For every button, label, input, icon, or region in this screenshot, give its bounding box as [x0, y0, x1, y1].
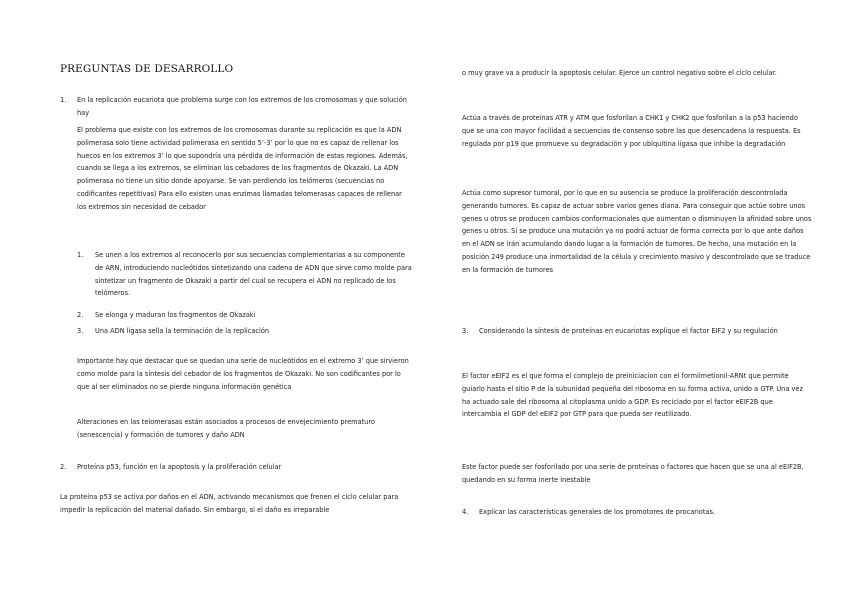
question-2-answer-start: La proteína p53 se activa por daños en el ADN, activando mecanismos que frenen el ciclo celular para impedir la replicación del material dañado. Sin embargo, si el daño es irreparable [60, 493, 399, 514]
p53-paragraph-3: Actúa como supresor tumoral, por lo que en su ausencia se produce la proliferación descontrolada generando tumores. Es capaz de actuar sobre varios genes diana. Para conseguir que actúe sobre unos genes u otros se producen cambios conformacionales que aumentan o disminuyen la afinidad sobre unos genes u otros. Si se produce una mutación ya no podrá actuar de forma correcta por lo que ante daños en el ADN se irán acumulando dando lugar a la formación de tumores. De hecho, una mutación en la posición 249 produce una inmortalidad de la célula y crecimiento masivo y descontrolado que se traduce en la formación de tumores [462, 189, 812, 274]
step-2 [60, 309, 412, 322]
question-1-answer: El problema que existe con los extremos de los cromosomas durante su replicación es que la ADN polimerasa solo tiene actividad polimerasa en sentido 5’-3’ por lo que no es capaz de rellenar los huecos en los extremos 3’ lo que supondría una pérdida de información de estas regiones. Además, cuando se llega a los extremos, se eliminan los cebadores de los fragmentos de Okazaki. La ADN polimerasa no tiene un sitio donde apoyarse. Se van perdiendo los telómeros (secuencias no codificantes repetitivas) Para ello existen unas enzimas llamadas telomerasas capaces de rellenar los extremos sin necesidad de cebador [77, 126, 408, 211]
question-4-text: Explicar las características generales de los promotores de procariotas. [479, 508, 715, 516]
question-1 [60, 94, 412, 120]
p53-continuation: o muy grave va a producir la apoptosis celular. Ejerce un control negativo sobre el ciclo celular. [462, 69, 777, 77]
question-3-answer-2: Este factor puede ser fosforilado por una serie de proteínas o factores que hacen que se una al eEIF2B, quedando en su forma inerte inestable [462, 463, 804, 484]
question-2-number: 2. [60, 463, 67, 471]
question-1-text: En la replicación eucariota que problema surge con los extremos de los cromosomas y que solución hay [77, 96, 407, 117]
step-3 [60, 325, 412, 338]
p53-paragraph-2: Actúa a través de proteínas ATR y ATM que fosforilan a CHK1 y CHK2 que fosforilan a la p53 haciendo que se una con mayor facilidad a secuencias de consenso sobre las que desencadena la respuesta. Es regulada por p19 que promueve su degradación y por ubiquitina ligasa que inhibe la degradación [462, 114, 801, 148]
question-2-text: Proteína p53, función en la apoptosis y la proliferación celular [77, 463, 282, 471]
question-3-number: 3. [462, 327, 469, 335]
question-4 [462, 506, 812, 519]
question-1-number: 1. [60, 96, 67, 104]
question-2 [60, 461, 412, 474]
step-2-number: 2. [77, 311, 84, 319]
question-3 [462, 325, 812, 338]
step-1-text: Se unen a los extremos al reconocerlo por sus secuencias complementarias a su componente de ARN, introduciendo nucleótidos sintetizando una cadena de ADN que sirve como molde para sintetizar un fragmento de Okazaki a partir del cual se recupera el ADN no replicado de los telómeros. [95, 251, 412, 298]
step-1-number: 1. [77, 251, 84, 259]
question-4-number: 4. [462, 508, 469, 516]
note-2: Alteraciones en las telomerasas están asociados a procesos de envejecimiento prematuro (senescencia) y formación de tumores y daño ADN [77, 418, 375, 439]
step-1 [60, 249, 412, 300]
question-3-answer-1: El factor eEIF2 es el que forma el complejo de preiniciacion con el formilmetionil-ARNt que permite guiarlo hasta el sitio P de la subunidad pequeña del ribosoma en su forma activa, unido a GTP. Una vez ha actuado sale del ribosoma al citoplasma unido a GDP. Es reciclado por el factor eEIF2B que intercambia el GDP del eEIF2 por GTP para que pueda ser reutilizado. [462, 372, 803, 419]
step-2-text: Se elonga y maduran los fragmentos de Okazaki [95, 311, 256, 319]
note-1: Importante hay que destacar que se quedan una serie de nucleótidos en el extremo 3’ que sirvieron como molde para la síntesis del cebador de los fragmentos de Okazaki. No son codificantes por lo que al ser eliminados no se pierde ninguna información genética [77, 357, 409, 391]
page-title: PREGUNTAS DE DESARROLLO [60, 63, 234, 75]
step-3-number: 3. [77, 327, 84, 335]
question-3-text: Considerando la síntesis de proteínas en eucariotas explique el factor EIF2 y su regulación [479, 327, 778, 335]
step-3-text: Una ADN ligasa sella la terminación de la replicación [95, 327, 270, 335]
